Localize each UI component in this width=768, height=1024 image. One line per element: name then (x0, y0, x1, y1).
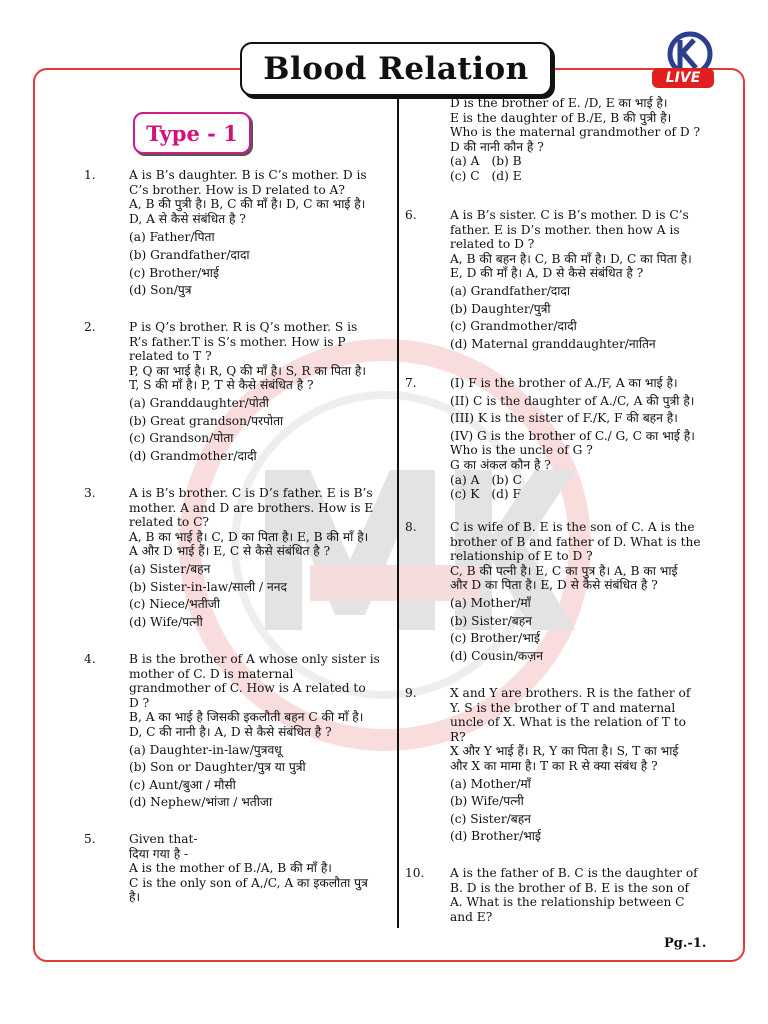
option: (c) Niece/भतीजी (129, 597, 220, 612)
question-number: 7. (405, 376, 417, 390)
question-line: brother of B and father of D. What is the (450, 534, 701, 549)
question-line: A. What is the relationship between C (450, 895, 685, 910)
option: (a) Mother/माँ (450, 595, 531, 610)
question-line: G का अंकल कौन है ? (450, 457, 551, 472)
option: (b) C (491, 472, 522, 487)
question-line: P is Q’s brother. R is Q’s mother. S is (129, 320, 358, 334)
question-line: T, S की माँ है। P, T से कैसे संबंधित है ? (129, 378, 314, 393)
question-line: related to C? (129, 515, 209, 530)
option: (d) Maternal granddaughter/नातिन (450, 336, 656, 351)
column-divider (397, 96, 399, 928)
question-line: B. D is the brother of B. E is the son of (450, 880, 690, 895)
question-line: Y. S is the brother of T and maternal (450, 700, 676, 715)
option: (a) Grandfather/दादा (450, 283, 571, 298)
question-line: mother of C. D is maternal (129, 666, 294, 681)
question-line: C is the only son of A,/C, A का इकलौता पुत्र (129, 875, 368, 890)
question-number: 9. (405, 686, 417, 700)
option: (a) Mother/माँ (450, 776, 531, 791)
option: (c) C (450, 168, 480, 183)
type-label-box (133, 112, 251, 154)
live-badge: LIVE (652, 68, 714, 88)
question-line: और X का मामा है। T का R से क्या संबंध है ? (450, 758, 658, 773)
option: (c) Grandson/पोता (129, 431, 234, 446)
question-line: X और Y भाई हैं। R, Y का पिता है। S, T का भाई (450, 744, 679, 759)
question-line: Who is the maternal grandmother of D ? (450, 125, 701, 140)
question-line: E is the daughter of B./E, B की पुत्री है। (450, 110, 672, 125)
question-line: (II) C is the daughter of A./C, A की पुत्री है। (450, 393, 695, 408)
option: (d) Brother/भाई (450, 829, 541, 844)
question-line: B, A का भाई है जिसकी इकलौती बहन C की माँ है। (129, 710, 364, 725)
option: (d) E (491, 168, 522, 183)
option: (d) F (491, 487, 521, 502)
option: (d) Nephew/भांजा / भतीजा (129, 795, 273, 810)
question-line: D की नानी कौन है ? (450, 139, 544, 154)
question-number: 10. (405, 866, 425, 880)
option: (b) Great grandson/परपोता (129, 413, 284, 428)
option: (c) Brother/भाई (129, 265, 219, 280)
option: (a) Granddaughter/पोती (129, 395, 269, 410)
option: (a) A (450, 472, 480, 487)
option: (a) A (450, 154, 480, 169)
question-line: A, B की पुत्री है। B, C की माँ है। D, C का भाई है। (129, 197, 366, 212)
question-line: A is B’s brother. C is D’s father. E is B’s (129, 486, 373, 500)
question-line: Who is the uncle of G ? (450, 443, 593, 458)
question-line: A, B का भाई है। C, D का पिता है। E, B की माँ है। (129, 529, 369, 544)
title-banner (240, 42, 552, 96)
question-line: Given that- (129, 832, 198, 846)
question-line: P, Q का भाई है। R, Q की माँ है। S, R का पिता है। (129, 363, 366, 378)
question-line: C’s brother. How is D related to A? (129, 182, 345, 197)
question-number: 6. (405, 208, 417, 222)
question-line: relationship of E to D ? (450, 549, 593, 564)
page-title: Blood Relation (263, 51, 529, 87)
question-line: A is B’s sister. C is B’s mother. D is C’s (450, 208, 689, 222)
option: (b) B (491, 154, 522, 169)
question-line: A is B’s daughter. B is C’s mother. D is (129, 168, 367, 182)
question-number: 2. (84, 320, 96, 334)
question-line: A और D भाई हैं। E, C से कैसे संबंधित है ? (129, 544, 331, 559)
page-number: Pg.-1. (664, 936, 707, 951)
option: (d) Cousin/कज़न (450, 648, 543, 663)
question-line: mother. A and D are brothers. How is E (129, 500, 374, 515)
option: (c) Sister/बहन (450, 811, 531, 826)
question-line: uncle of X. What is the relation of T to (450, 715, 686, 730)
option: (b) Daughter/पुत्री (450, 301, 551, 316)
question-line: A is the mother of B./A, B की माँ है। (129, 861, 332, 876)
option: (d) Son/पुत्र (129, 283, 192, 298)
question-line: (IV) G is the brother of C./ G, C का भाई है। (450, 428, 695, 443)
question-line: R? (450, 729, 466, 744)
option: (d) Grandmother/दादी (129, 448, 257, 463)
question-line: C, B की पत्नी है। E, C का पुत्र है। A, B का भाई (450, 563, 678, 578)
question-line: दिया गया है - (129, 846, 189, 861)
question-line: है। (129, 890, 141, 905)
option: (b) Sister-in-law/साली / ननद (129, 579, 287, 594)
question-number: 1. (84, 168, 96, 182)
option: (a) Sister/बहन (129, 561, 211, 576)
question-line: X and Y are brothers. R is the father of (450, 686, 691, 700)
question-number: 3. (84, 486, 96, 500)
option: (c) Grandmother/दादी (450, 319, 577, 334)
option: (b) Wife/पत्नी (450, 794, 524, 809)
type-label: Type - 1 (146, 120, 238, 146)
question-line: D, A से कैसे संबंधित है ? (129, 211, 246, 226)
option: (c) Brother/भाई (450, 631, 540, 646)
question-line: D, C की नानी है। A, D से कैसे संबंधित है ? (129, 724, 332, 739)
question-line: (III) K is the sister of F./K, F की बहन है। (450, 411, 678, 426)
question-line: D is the brother of E. /D, E का भाई है। (450, 96, 668, 110)
question-line: grandmother of C. How is A related to (129, 681, 366, 696)
question-number: 5. (84, 832, 96, 846)
question-line: और D का पिता है। E, D से कैसे संबंधित है ? (450, 578, 658, 593)
option: (c) K (450, 487, 480, 502)
question-line: R’s father.T is S’s mother. How is P (129, 334, 346, 349)
question-line: E, D की माँ है। A, D से कैसे संबंधित है ? (450, 266, 644, 281)
question-line: A is the father of B. C is the daughter of (450, 866, 698, 880)
question-line: D ? (129, 695, 150, 710)
question-line: and E? (450, 909, 493, 924)
question-line: related to D ? (450, 237, 535, 252)
question-line: related to T ? (129, 349, 212, 364)
option: (a) Father/पिता (129, 230, 215, 245)
question-line: father. E is D’s mother. then how A is (450, 222, 680, 237)
option: (b) Son or Daughter/पुत्र या पुत्री (129, 760, 306, 775)
option: (c) Aunt/बुआ / मौसी (129, 777, 236, 792)
question-line: (I) F is the brother of A./F, A का भाई है। (450, 376, 678, 390)
question-line: C is wife of B. E is the son of C. A is the (450, 520, 695, 534)
option: (d) Wife/पत्नी (129, 614, 203, 629)
question-number: 4. (84, 652, 96, 666)
option: (b) Grandfather/दादा (129, 247, 250, 262)
option: (a) Daughter-in-law/पुत्रवधू (129, 742, 282, 757)
question-line: B is the brother of A whose only sister is (129, 652, 380, 666)
option: (b) Sister/बहन (450, 613, 532, 628)
question-number: 8. (405, 520, 417, 534)
question-line: A, B की बहन है। C, B की माँ है। D, C का पिता है। (450, 251, 692, 266)
